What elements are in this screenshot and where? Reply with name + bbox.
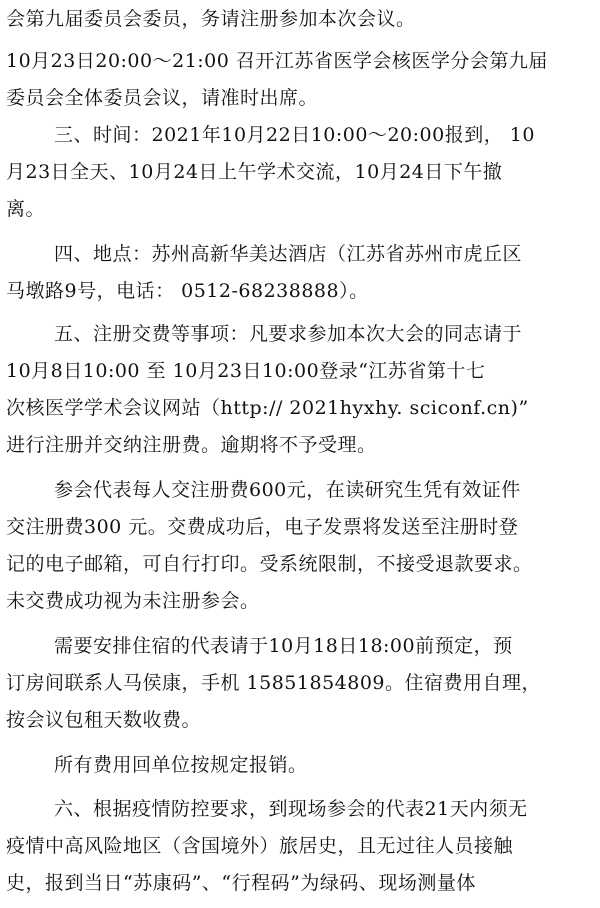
text-line: 史，报到当日“苏康码”、“行程码”为绿码、现场测量体 <box>6 872 476 894</box>
text-line: 10月23日20:00～21:00 召开江苏省医学会核医学分会第九届 <box>6 50 548 72</box>
text-line: 10月8日10:00 至 10月23日10:00登录“江苏省第十七 <box>6 360 486 382</box>
text-line: 需要安排住宿的代表请于10月18日18:00前预定，预 <box>54 635 513 657</box>
text-line: 进行注册并交纳注册费。逾期将不予受理。 <box>6 434 377 456</box>
text-line: 未交费成功视为未注册参会。 <box>6 590 260 612</box>
text-line: 五、注册交费等事项：凡要求参加本次大会的同志请于 <box>54 323 523 345</box>
text-line: 六、根据疫情防控要求，到现场参会的代表21天内须无 <box>54 798 528 820</box>
text-line: 三、时间：2021年10月22日10:00～20:00报到， 10 <box>54 124 535 146</box>
text-line: 记的电子邮箱，可自行打印。受系统限制，不接受退款要求。 <box>6 553 533 575</box>
text-line: 会第九届委员会委员，务请注册参加本次会议。 <box>6 8 416 30</box>
text-line: 月23日全天、10月24日上午学术交流，10月24日下午撤 <box>6 161 503 183</box>
text-line: 订房间联系人马侯康，手机 15851854809。住宿费用自理， <box>6 672 542 694</box>
text-line: 参会代表每人交注册费600元，在读研究生凭有效证件 <box>54 479 521 501</box>
text-line: 按会议包租天数收费。 <box>6 709 202 731</box>
text-line: 委员会全体委员会议，请准时出席。 <box>6 87 319 109</box>
text-line: 交注册费300 元。交费成功后，电子发票将发送至注册时登 <box>6 516 519 538</box>
text-line: 马墩路9号，电话： 0512-68238888）。 <box>6 280 369 302</box>
text-line: 离。 <box>6 198 46 220</box>
text-line: 所有费用回单位按规定报销。 <box>54 754 308 776</box>
text-line: 四、地点：苏州高新华美达酒店（江苏省苏州市虎丘区 <box>54 243 523 265</box>
text-line: 疫情中高风险地区（含国境外）旅居史，且无过往人员接触 <box>6 835 514 857</box>
text-line: 次核医学学术会议网站（http:// 2021hyxhy. sciconf.cn)” <box>6 397 529 419</box>
